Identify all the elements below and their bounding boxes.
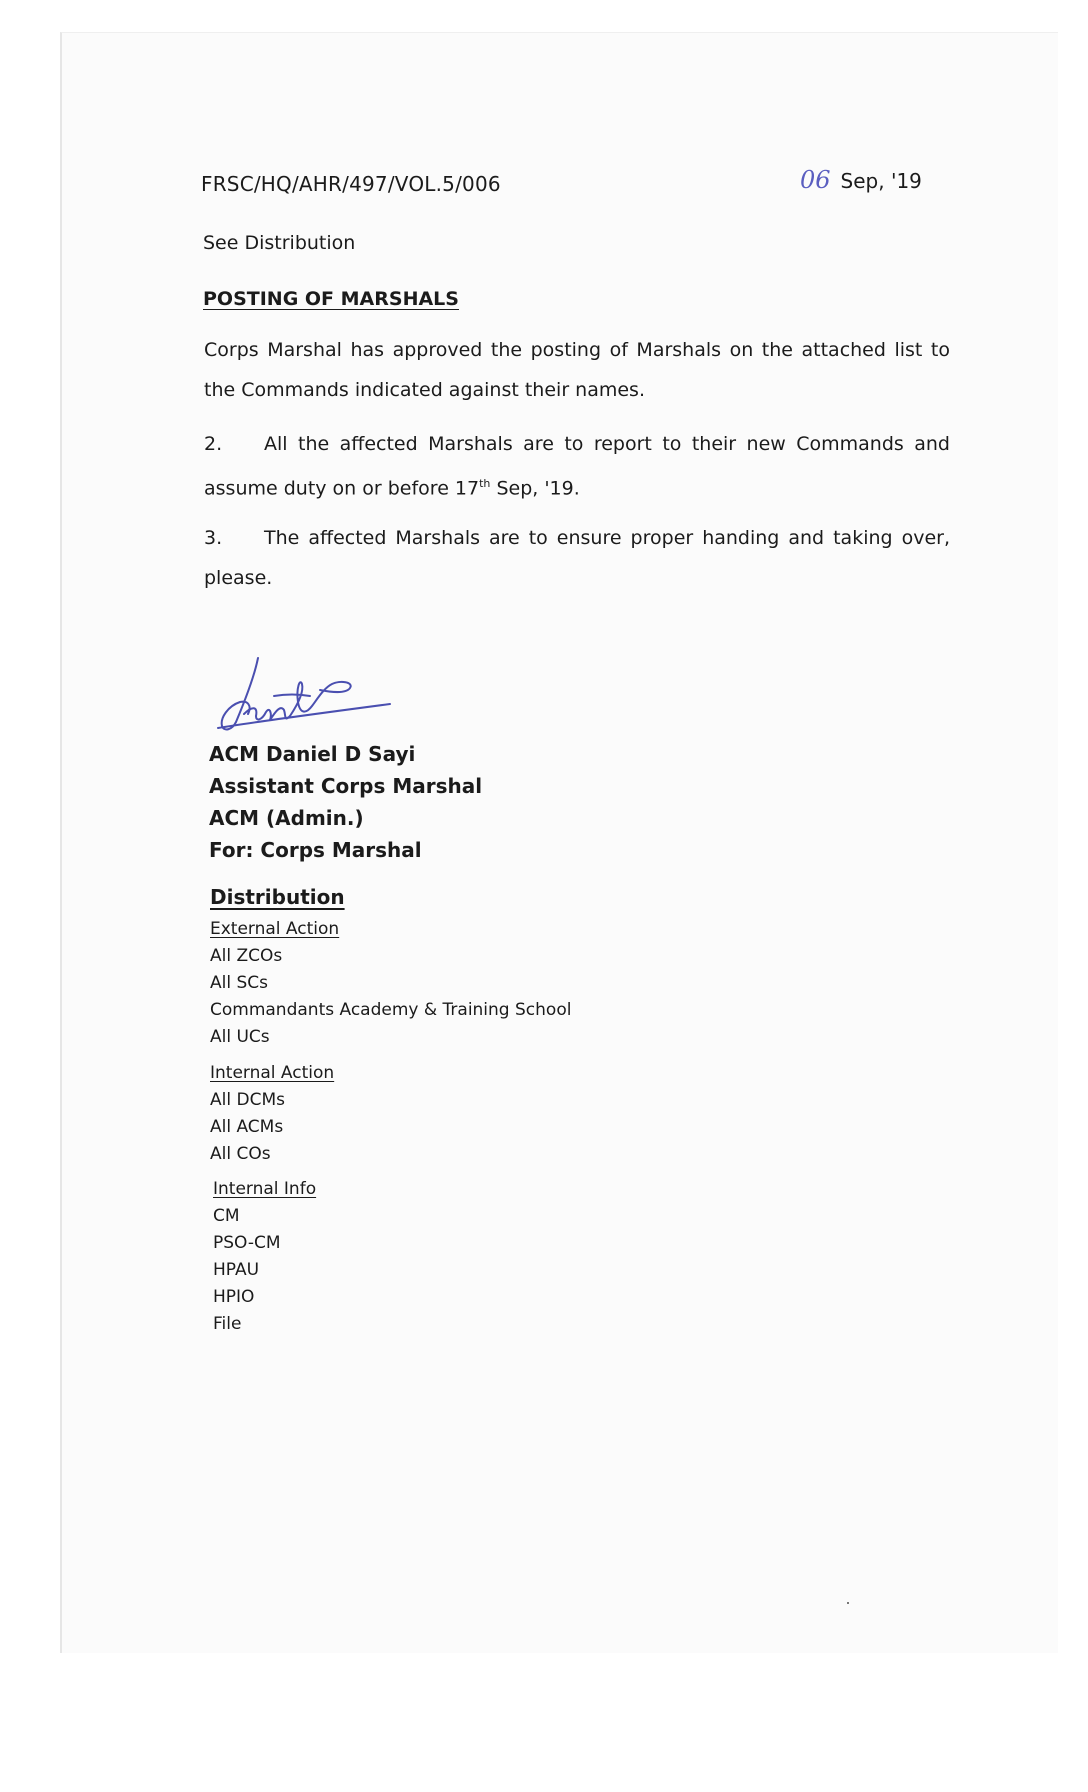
paragraph-2-text: All the affected Marshals are to report to their new Commands and assume duty on or before 17 [204,433,950,500]
distribution-title: Distribution [210,885,345,909]
handwritten-day: 06 [800,166,831,194]
paragraph-2 [204,424,950,508]
distribution-internal-action [210,1060,334,1168]
signatory-office: ACM (Admin.) [209,806,364,830]
distribution-group-heading: Internal Info [213,1179,317,1199]
distribution-group-heading: Internal Action [210,1063,335,1083]
distribution-item: CM [213,1206,240,1226]
distribution-item: All COs [210,1144,271,1164]
distribution-external-action [210,916,571,1051]
signatory-name: ACM Daniel D Sayi [209,742,416,766]
distribution-internal-info [213,1176,316,1338]
letter-subject: POSTING OF MARSHALS [203,288,459,310]
signatory-title: Assistant Corps Marshal [209,774,483,798]
letter-date [800,166,922,194]
addressee: See Distribution [203,232,356,254]
paragraph-3 [204,518,950,598]
distribution-item: PSO-CM [213,1233,281,1253]
distribution-group-heading: External Action [210,919,340,939]
distribution-item: All DCMs [210,1090,285,1110]
distribution-item: Commandants Academy & Training School [210,1000,572,1020]
distribution-item: HPAU [213,1260,260,1280]
scan-speck [847,1602,849,1604]
distribution-item: All ACMs [210,1117,284,1137]
paragraph-1: Corps Marshal has approved the posting of Marshals on the attached list to the Commands indicated against their names. [204,339,950,401]
paragraph-number: 2. [204,433,223,455]
distribution-item: All ZCOs [210,946,283,966]
paragraph-number: 3. [204,527,223,549]
distribution-item: File [213,1314,242,1334]
signatory-block [209,738,482,866]
signatory-for: For: Corps Marshal [209,838,422,862]
handwritten-signature [214,648,394,734]
date-month-year: Sep, '19 [840,169,922,193]
distribution-item: All UCs [210,1027,270,1047]
reference-number: FRSC/HQ/AHR/497/VOL.5/006 [201,172,501,196]
distribution-item: HPIO [213,1287,255,1307]
paragraph-3-text: The affected Marshals are to ensure proper handing and taking over, please. [204,527,950,589]
distribution-item: All SCs [210,973,268,993]
paragraph-2-tail: Sep, '19. [490,477,580,500]
ordinal-suffix: th [479,477,491,490]
